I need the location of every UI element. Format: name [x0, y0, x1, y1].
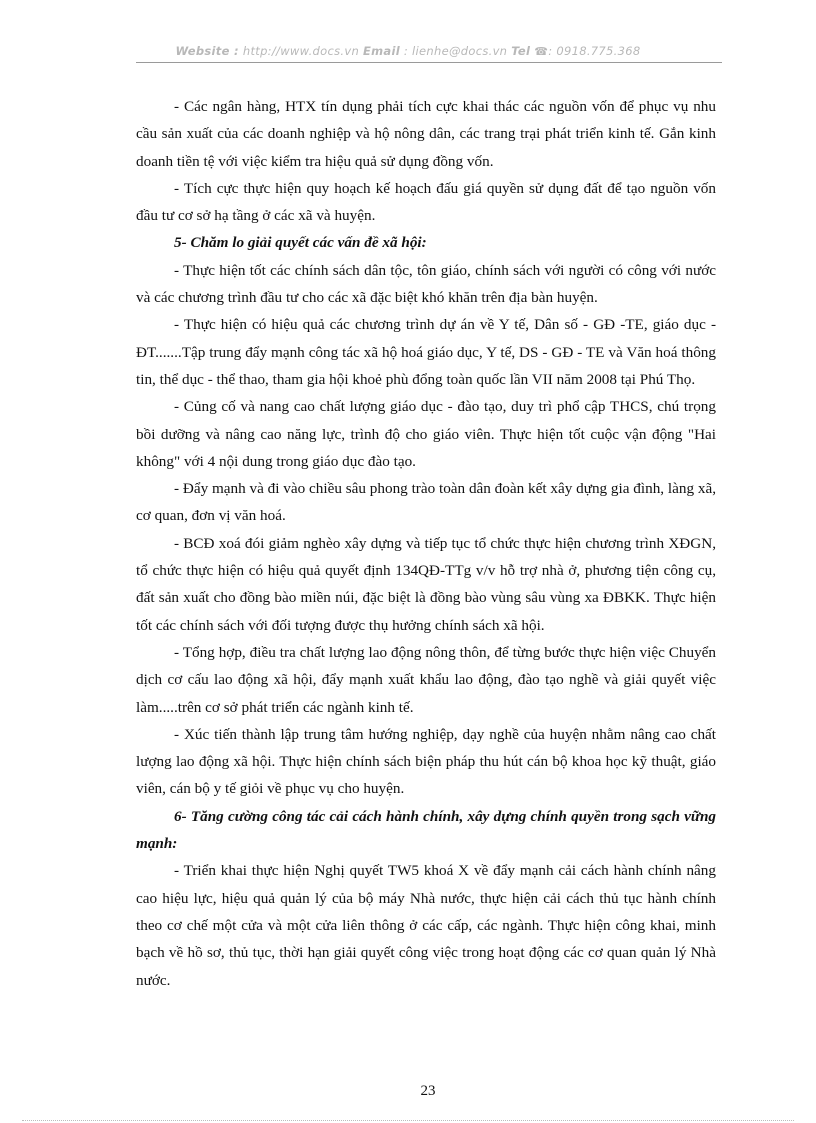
page-header	[0, 44, 816, 58]
page-number: 23	[420, 1083, 436, 1099]
paragraph: - Thực hiện tốt các chính sách dân tộc, tôn giáo, chính sách với người có công với nước và các chương trình đầu tư cho các xã đặc biệt khó khăn trên địa bàn huyện.	[136, 261, 716, 307]
header-divider	[136, 62, 722, 63]
paragraph: - Tổng hợp, điều tra chất lượng lao động nông thôn, để từng bước thực hiện việc Chuyển dịch cơ cấu lao động xã hội, đẩy mạnh xuất khẩu lao động, đào tạo nghề và giải quyết việc làm.....trên cơ sở phát triển các ngành kinh tế.	[136, 643, 716, 716]
email-value: : lienhe@docs.vn	[399, 44, 512, 58]
tel-label: Tel	[511, 44, 531, 58]
paragraph: - Các ngân hàng, HTX tín dụng phải tích cực khai thác các nguồn vốn để phục vụ nhu cầu sản xuất của các doanh nghiệp và hộ nông dân, các trang trại phát triển kinh tế. Gắn kinh doanh tiền tệ với việc kiểm tra hiệu quả sử dụng đồng vốn.	[136, 98, 716, 170]
email-label: Email	[362, 44, 400, 58]
body-text	[136, 93, 716, 994]
website-label: Website :	[175, 44, 239, 58]
section-heading: 6- Tăng cường công tác cải cách hành chính, xây dựng chính quyền trong sạch vững mạnh:	[136, 807, 716, 853]
paragraph: - BCĐ xoá đói giảm nghèo xây dựng và tiếp tục tổ chức thực hiện chương trình XĐGN, tổ chức thực hiện có hiệu quả quyết định 134QĐ-TTg v/v hỗ trợ nhà ở, phương tiện công cụ, đất sản xuất cho đồng bào miền núi, đặc biệt là đồng bào vùng sâu vùng xa ĐBKK. Thực hiện tốt các chính sách với đối tượng được thụ hưởng chính sách xã hội.	[136, 534, 716, 634]
paragraph: - Đẩy mạnh và đi vào chiều sâu phong trào toàn dân đoàn kết xây dựng gia đình, làng xã, cơ quan, đơn vị văn hoá.	[136, 480, 716, 525]
telephone-icon: ☎	[534, 45, 549, 58]
tel-value: : 0918.775.368	[548, 44, 641, 58]
paragraph: - Tích cực thực hiện quy hoạch kế hoạch đấu giá quyền sử dụng đất để tạo nguồn vốn đầu tư cơ sở hạ tầng ở các xã và huyện.	[136, 179, 716, 225]
paragraph: - Triển khai thực hiện Nghị quyết TW5 khoá X về đẩy mạnh cải cách hành chính nâng cao hiệu lực, hiệu quả quản lý của bộ máy Nhà nước, thực hiện cải cách thủ tục hành chính theo cơ chế một cửa và một cửa liên thông ở các cấp, các ngành. Thực hiện công khai, minh bạch về hồ sơ, thủ tục, thời hạn giải quyết công việc trong hoạt động các cơ quan quản lý Nhà nước.	[136, 862, 716, 989]
website-value: http://www.docs.vn	[238, 44, 363, 58]
paragraph: - Thực hiện có hiệu quả các chương trình dự án về Y tế, Dân số - GĐ -TE, giáo dục - ĐT.......Tập trung đẩy mạnh công tác xã hộ hoá giáo dục, Y tế, DS - GĐ - TE và Văn hoá thông tin, thể dục - thể thao, tham gia hội khoẻ phù đổng toàn quốc lần VII năm 2008 tại Phú Thọ.	[136, 316, 716, 388]
section-heading: 5- Chăm lo giải quyết các vấn đề xã hội:	[174, 234, 427, 252]
footer-divider	[22, 1120, 794, 1121]
paragraph: - Xúc tiến thành lập trung tâm hướng nghiệp, dạy nghề của huyện nhằm nâng cao chất lượng lao động xã hội. Thực hiện chính sách biện pháp thu hút cán bộ khoa học kỹ thuật, giáo viên, cán bộ y tế giỏi về phục vụ cho huyện.	[136, 725, 716, 798]
paragraph: - Củng cố và nang cao chất lượng giáo dục - đào tạo, duy trì phổ cập THCS, chú trọng bồi dưỡng và nâng cao năng lực, trình độ cho giáo viên. Thực hiện tốt cuộc vận động "Hai không" với 4 nội dung trong giáo dục đào tạo.	[136, 398, 716, 470]
